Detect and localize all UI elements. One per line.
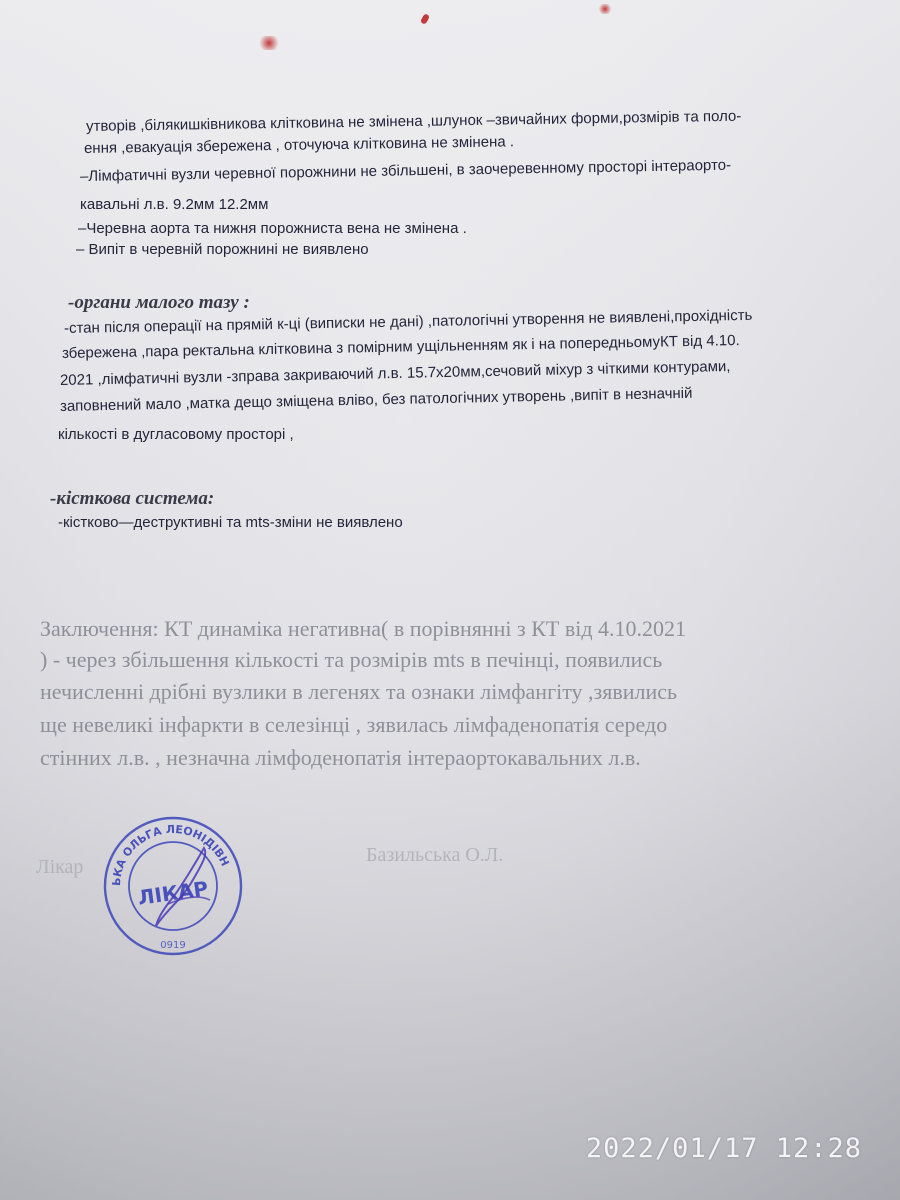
doctor-name: Базильська О.Л.: [366, 844, 504, 866]
stamp-center-text: ЛІКАР: [136, 876, 210, 910]
conclusion-line-2: ) - через збільшення кількості та розмірів mts в печінці, появились: [40, 647, 663, 672]
stamp-graphic: [98, 808, 248, 958]
conclusion-line-4: ще невеликі інфаркти в селезінці , зявилась лімфаденопатія середо: [40, 712, 668, 737]
red-ink-mark: [258, 36, 280, 50]
conclusion-line-5: стінних л.в. , незначна лімфоденопатія інтераортокавальних л.в.: [40, 745, 641, 770]
bone-line-1: -кістково—деструктивні та mts-зміни не виявлено: [58, 514, 403, 531]
stamp-bottom-text: 0919: [160, 940, 186, 951]
conclusion-line-1: Заключення: КТ динаміка негативна( в порівнянні з КТ від 4.10.2021: [40, 616, 687, 641]
pelvis-line-5: кількості в дугласовому просторі ,: [58, 426, 294, 443]
abdomen-line-1: утворів ,білякишківникова клітковина не змінена ,шлунок –звичайних форми,розмірів та поло-: [85, 107, 742, 135]
pelvis-line-4: заповнений мало ,матка дещо зміщена вліво, без патологічних утворень ,випіт в незначній: [59, 384, 693, 415]
pelvis-line-1: -стан після операції на прямій к-ці (виписки не дані) ,патологічні утворення не виявлені,прохідність: [63, 306, 753, 337]
abdomen-line-3: –Лімфатичні вузли черевної порожнини не збільшені, в заочеревенному просторі інтераорто-: [79, 156, 732, 185]
stamp-ring-text: ЬКА ОЛЬГА ЛЕОНІДІВН: [109, 822, 232, 887]
conclusion-line-3: нечисленні дрібні вузлики в легенях та ознаки лімфангіту ,зявились: [40, 679, 678, 704]
red-ink-mark: [598, 4, 612, 14]
pelvis-heading: -органи малого тазу :: [68, 292, 250, 313]
pelvis-line-3: 2021 ,лімфатичні вузли -зправа закриваючий л.в. 15.7x20мм,сечовий міхур з чіткими контурами,: [59, 357, 731, 389]
abdomen-line-5: –Черевна аорта та нижня порожниста вена не змінена .: [78, 220, 467, 237]
doctor-label: Лікар: [36, 856, 84, 878]
abdomen-line-2: ення ,евакуація збережена , оточуюча клітковина не змінена .: [83, 133, 515, 157]
pelvis-line-2: збережена ,пара ректальна клітковина з помірним ущільненням як і на попередньомуКТ від 4.10.: [61, 331, 740, 362]
abdomen-line-6: – Випіт в черевній порожнині не виявлено: [76, 241, 369, 258]
photo-timestamp: 2022/01/17 12:28: [585, 1133, 862, 1164]
abdomen-line-4: кавальні л.в. 9.2мм 12.2мм: [80, 196, 269, 213]
bone-heading: -кісткова система:: [50, 488, 215, 509]
doctor-stamp: [98, 808, 248, 958]
